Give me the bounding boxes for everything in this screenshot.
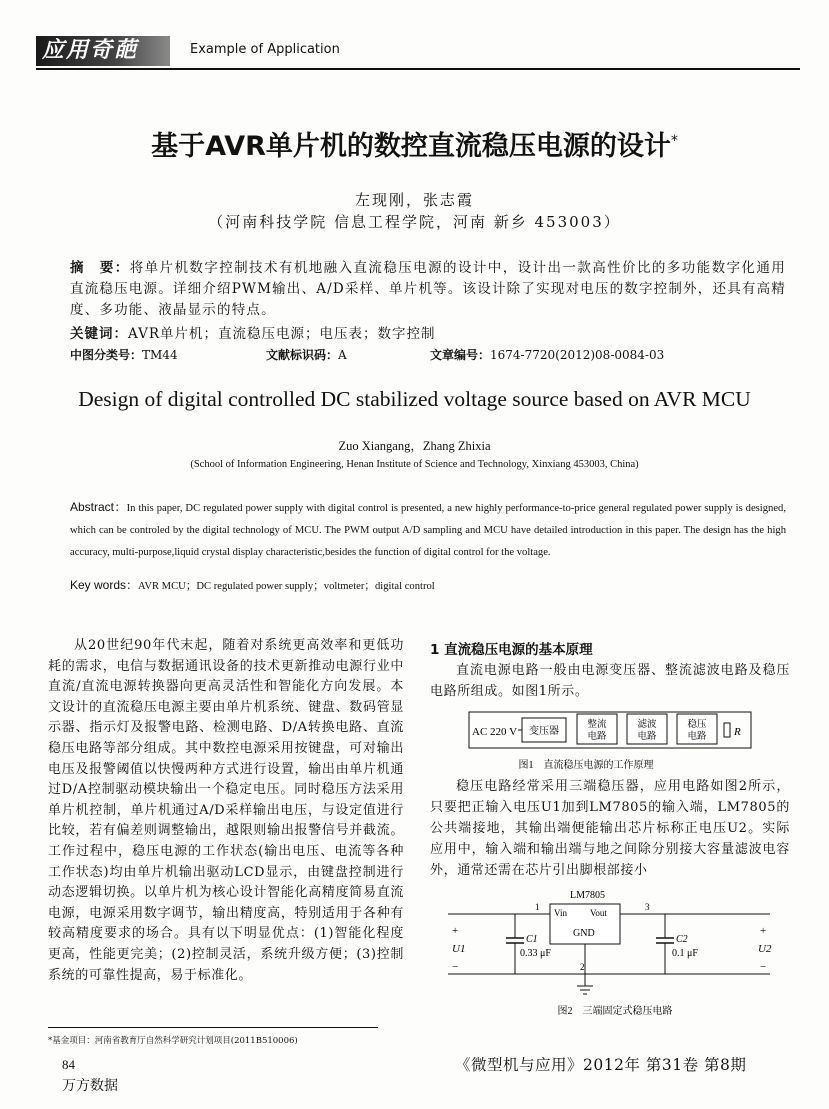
title-en: Design of digital controlled DC stabilized voltage source based on AVR MCU	[78, 387, 751, 411]
keywords-cn	[70, 322, 436, 342]
doc-code	[266, 346, 347, 363]
keywords-en-text: AVR MCU；DC regulated power supply；voltmeter；digital control	[138, 581, 435, 592]
watermark: 万方数据	[62, 1078, 118, 1094]
abstract-en	[70, 496, 786, 564]
fig2-u1-minus: −	[452, 961, 459, 973]
fig2-u1-label: U1	[452, 943, 466, 955]
fig2-u2-plus: +	[760, 925, 767, 937]
fig2-pin-out: Vout	[590, 908, 607, 918]
fig1-regulator-l1: 稳压	[687, 720, 707, 730]
abstract-en-text: In this paper, DC regulated power supply with digital control is presented, a new highly performance-to-price general regulated power supply is designed, which can be controled by the digital technology of MCU. The PWM output A/D sampling and MCU have detailed introduction in this paper. The design has the high accuracy, multi-purpose,liquid crystal display characteristic,besides the function of digital control for the voltage.	[70, 503, 786, 558]
section-badge: 应用奇葩	[36, 36, 170, 66]
footnote-rule	[48, 1027, 378, 1028]
section-label: Example of Application	[190, 42, 340, 57]
keywords-en	[70, 576, 435, 593]
page-number: 84	[62, 1057, 75, 1072]
article-number	[430, 346, 664, 363]
abstract-cn-text: 将单片机数字控制技术有机地融入直流稳压电源的设计中，设计出一款高性价比的多功能数字化通用直流稳压电源。详细介绍PWM输出、A/D采样、单片机等。该设计除了实现对电压的数字控制外，还具有高精度、多功能、液晶显示的特点。	[70, 260, 786, 318]
fig2-u1-plus: +	[452, 925, 459, 937]
doc-label: 文献标识码：	[266, 348, 339, 362]
paper-title	[0, 124, 829, 163]
section-para-1-text: 直流电源电路一般由电源变压器、整流滤波电路及稳压电路所组成。如图1所示。	[430, 663, 790, 699]
fig1-filter-l2: 电路	[637, 732, 657, 742]
paper-title-text: 基于AVR单片机的数控直流稳压电源的设计	[151, 131, 671, 162]
header-rule	[36, 68, 800, 70]
fig2-caption: 图2 三端固定式稳压电路	[557, 1006, 673, 1017]
article-value: 1674-7720(2012)08-0084-03	[490, 348, 665, 362]
affiliation: （河南科技学院 信息工程学院，河南 新乡 453003）	[208, 213, 621, 231]
intro-paragraph: 从20世纪90年代末起，随着对系统更高效率和更低功耗的需求，电信与数据通讯设备的技术更新推动电源行业中直流/直流电源转换器向更高灵活性和智能化方向发展。本文设计的直流稳压电源主要由单片机系统、键盘、数码管显示器、指示灯及报警电路、检测电路、D/A转换电路、直流稳压电路等部分组成。其中数控电源采用按键盘，可对输出电压及报警阈值以快慢两种方式进行设置，输出由单片机通过D/A控制驱动模块输出一个稳定电压。同时稳压方法采用单片机控制，单片机通过A/D采样输出电压，与设定值进行比较，若有偏差则调整输出，越限则输出报警信号并截流。工作过程中，稳压电源的工作状态(输出电压、电流等各种工作状态)均由单片机输出驱动LCD显示，由键盘控制进行动态逻辑切换。以单片机为核心设计智能化高精度简易直流电源，电源采用数字调节，输出精度高，特别适用于各种有较高精度要求的场合。具有以下明显优点：(1)智能化程度更高，性能更完美；(2)控制灵活，系统升级方便；(3)控制系统的可靠性提高，易于标准化。	[48, 638, 404, 983]
fig1-source-label: AC 220 V	[472, 726, 518, 738]
fig1-load-resistor	[724, 723, 730, 737]
fig2-c2-value: 0.1 μF	[672, 948, 698, 959]
authors: 左现刚，张志霞	[354, 191, 474, 209]
fig1-regulator-l2: 电路	[687, 732, 707, 742]
fig2-u2-minus: −	[760, 961, 767, 973]
keywords-cn-label: 关键词：	[70, 326, 128, 342]
authors-en: Zuo Xiangang，Zhang Zhixia	[338, 439, 491, 453]
fig2-c1-label: C1	[526, 934, 538, 945]
affiliation-en: (School of Information Engineering, Henan Institute of Science and Technology, Xinxiang 453003, China)	[190, 459, 639, 470]
fig2-pin-in: Vin	[554, 908, 567, 918]
fig2-pin1: 1	[535, 902, 540, 912]
section-para-1	[430, 660, 790, 702]
fig2-c1-value: 0.33 μF	[520, 948, 551, 959]
abstract-cn	[70, 258, 786, 321]
keywords-cn-text: AVR单片机；直流稳压电源；电压表；数字控制	[128, 326, 436, 342]
fig1-rectifier-l1: 整流	[587, 720, 607, 730]
figure-1-block-diagram	[466, 708, 766, 778]
fig2-u2-label: U2	[758, 943, 772, 955]
fig1-caption: 图1 直流稳压电源的工作原理	[518, 760, 654, 771]
title-footnote-mark: *	[670, 133, 678, 149]
clc-code	[70, 346, 178, 363]
section-para-2-text: 稳压电路经常采用三端稳压器，应用电路如图2所示，只要把正输入电压U1加到LM7805的输入端，LM7805的公共端接地，其输出端便能输出芯片标称正电压U2。实际应用中，输入端和输出端与地之间除分别接大容量滤波电容外，通常还需在芯片引出脚根部接小	[430, 779, 790, 878]
clc-label: 中图分类号：	[70, 348, 143, 362]
fig2-pin2: 2	[580, 962, 585, 972]
clc-value: TM44	[142, 348, 178, 362]
fig2-c2-label: C2	[676, 934, 688, 945]
fig1-load-label: R	[734, 726, 741, 738]
section-heading: 1 直流稳压电源的基本原理	[430, 642, 593, 658]
footnote: *基金项目：河南省教育厅自然科学研究计划项目(2011B510006)	[48, 1036, 298, 1046]
abstract-cn-label: 摘 要：	[70, 260, 130, 276]
body-left-column	[48, 636, 404, 986]
section-para-2	[430, 776, 790, 881]
keywords-en-label: Key words：	[70, 578, 139, 592]
abstract-en-label: Abstract：	[70, 500, 127, 514]
fig1-filter-l1: 滤波	[637, 720, 657, 730]
fig2-chip-name: LM7805	[570, 890, 605, 901]
fig1-block-transformer-label: 变压器	[529, 726, 559, 737]
journal-info: 《微型机与应用》2012年 第31卷 第8期	[455, 1056, 747, 1074]
fig2-pin3: 3	[645, 902, 650, 912]
fig2-pin-gnd: GND	[573, 928, 595, 939]
fig1-rectifier-l2: 电路	[587, 732, 607, 742]
doc-value: A	[338, 348, 347, 362]
article-label: 文章编号：	[430, 348, 491, 362]
figure-2-circuit	[440, 886, 790, 1021]
